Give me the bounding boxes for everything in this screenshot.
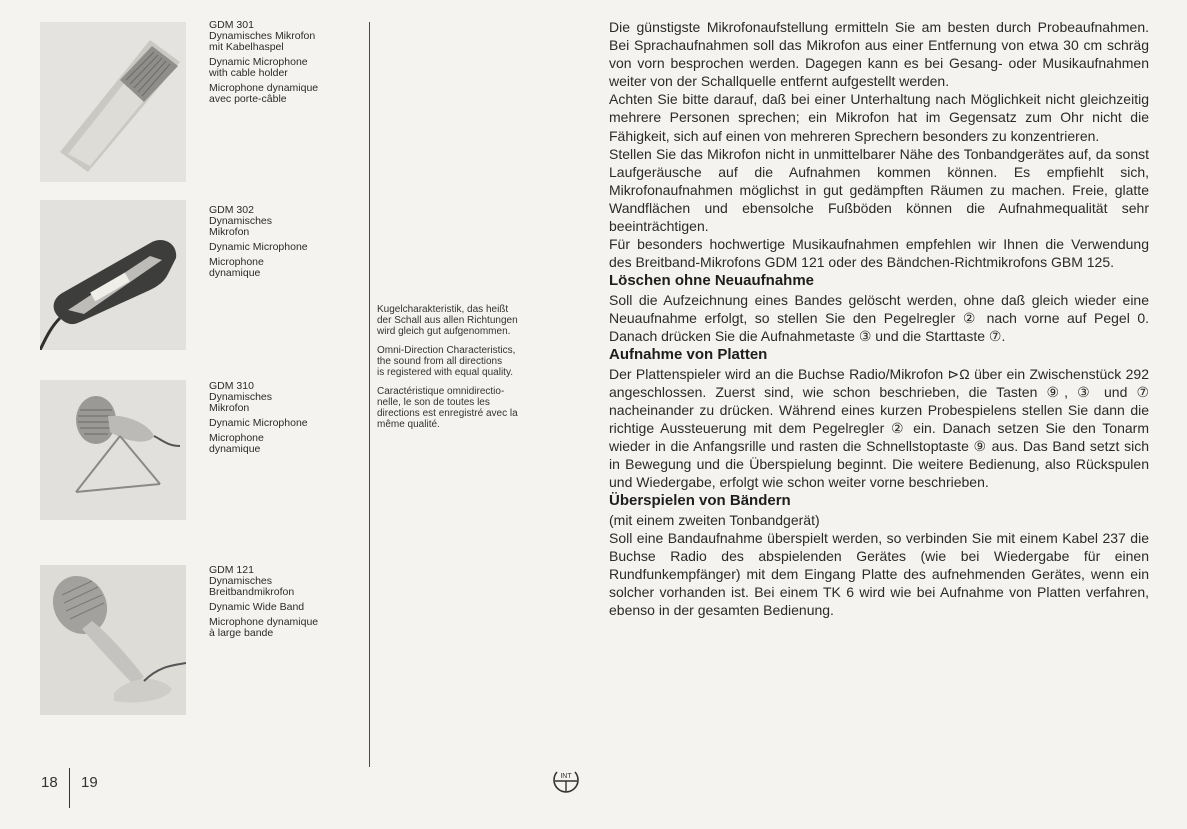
gdm-310-caption: [209, 381, 369, 455]
paragraph-recommendation: Für besonders hochwertige Musikaufnahmen empfehlen wir Ihnen die Verwendung des Breitband-Mikrofons GDM 121 oder des Bändchen-Richtmikrofons GBM 125.: [609, 236, 1149, 271]
paragraph-placement: Die günstigste Mikrofonaufstellung ermitteln Sie am besten durch Probeaufnahmen. Bei Sprachaufnahmen soll das Mikrofon aus einer Entfernung von etwa 30 cm schräg von vorn besprochen werden. Dagegen kann es bei Gesang- oder Musikaufnahmen weiter von der Schallquelle entfernt aufgestellt werden.: [609, 19, 1149, 90]
page-number-divider: [69, 768, 70, 808]
product-name-german: Dynamisches Mikrofon: [209, 215, 273, 238]
heading-erase: Löschen ohne Neuaufnahme: [609, 272, 815, 290]
heading-record-from-records: Aufnahme von Platten: [609, 346, 768, 364]
wide-band-microphone-illustration: [40, 565, 186, 715]
page-number-left: 18: [41, 774, 58, 791]
product-name-french: Microphone dynamique: [209, 432, 264, 455]
product-model: GDM 121: [209, 564, 254, 576]
product-model: GDM 301: [209, 19, 254, 31]
product-name-german: Dynamisches Mikrofon: [209, 391, 273, 414]
product-name-english: Dynamic Microphone: [209, 241, 308, 253]
gdm-121-photo: [40, 565, 186, 715]
product-name-french: Microphone dynamique: [209, 256, 264, 279]
product-name-english: Dynamic Microphone with cable holder: [209, 56, 308, 79]
product-name-french: Microphone dynamique à large bande: [209, 616, 319, 639]
gdm-301-photo: [40, 22, 186, 182]
product-name-english: Dynamic Wide Band: [209, 601, 305, 613]
gdm-310-photo: [40, 380, 186, 520]
paragraph-conversation: Achten Sie bitte darauf, daß bei einer Unterhaltung nach Möglichkeit nicht gleichzeitig mehrere Personen sprechen; ein Mikrofon hat im Gegensatz zum Ohr nicht die Fähigkeit, sich auf einen von mehreren Sprechern besonders zu konzentrieren.: [609, 91, 1149, 144]
int-logo-text: INT: [560, 773, 572, 780]
main-text-column: [609, 18, 1149, 619]
handheld-microphone-illustration: [40, 22, 186, 182]
product-name-english: Dynamic Microphone: [209, 417, 308, 429]
omni-direction-note: [377, 304, 587, 438]
gdm-302-photo: [40, 200, 186, 350]
paragraph-erase: Soll die Aufzeichnung eines Bandes gelöscht werden, ohne daß gleich wieder eine Neuaufnahme erfolgt, so stellen Sie den Pegelregler ② nach vorne auf Pegel 0. Danach drücken Sie die Aufnahmetaste ③ und die Starttaste ⑦.: [609, 291, 1149, 344]
product-name-german: Dynamisches Breitbandmikrofon: [209, 575, 295, 598]
note-english: Omni-Direction Characteristics, the sound from all directions is registered with equal quality.: [377, 345, 516, 378]
stand-microphone-illustration: [40, 380, 186, 520]
int-logo-icon: [551, 764, 581, 794]
paragraph-tape-copy: Soll eine Bandaufnahme überspielt werden, so verbinden Sie mit einem Kabel 237 die Buchse Radio des abspielenden Gerätes (wie bei Wiedergabe für einen Rundfunkempfänger) mit dem Eingang Platte des aufnehmenden Gerätes, wenn ein solcher vorhanden ist. Bei einem TK 6 wird wie bei Aufnahme von Platten verfahren, ebenso in der gesamten Bedienung.: [609, 529, 1149, 619]
product-model: GDM 302: [209, 204, 254, 216]
note-french: Caractéristique omnidirectio- nelle, le son de toutes les directions est enregistré avec la même qualité.: [377, 386, 518, 430]
column-divider: [369, 22, 370, 767]
gdm-121-caption: [209, 565, 369, 639]
product-name-german: Dynamisches Mikrofon mit Kabelhaspel: [209, 30, 316, 53]
product-model: GDM 310: [209, 380, 254, 392]
desk-microphone-illustration: [40, 200, 186, 350]
paragraph-noise: Stellen Sie das Mikrofon nicht in unmittelbarer Nähe des Tonbandgerätes auf, da sonst Laufgeräusche auf die Aufnahmen kommen können. Es empfiehlt sich, Mikrofonaufnahmen möglichst in gut gedämpften Räumen zu machen. Freie, glatte Wandflächen und ebensolche Fußböden können die Aufnahmequalität sehr beeinträchtigen.: [609, 145, 1149, 235]
gdm-301-caption: [209, 20, 369, 105]
product-name-french: Microphone dynamique avec porte-câble: [209, 82, 319, 105]
gdm-302-caption: [209, 205, 369, 279]
paragraph-tape-copy-subtitle: (mit einem zweiten Tonbandgerät): [609, 511, 820, 528]
page-number-right: 19: [81, 774, 98, 791]
note-german: Kugelcharakteristik, das heißt der Schall aus allen Richtungen wird gleich gut aufgenommen.: [377, 304, 518, 337]
heading-tape-copy: Überspielen von Bändern: [609, 492, 791, 510]
paragraph-record-from-records: Der Plattenspieler wird an die Buchse Radio/Mikrofon ⊳Ω über ein Zwischenstück 292 angeschlossen. Zuerst sind, wie schon beschrieben, die Tasten ⑨, ③ und ⑦ nacheinander zu drücken. Während eines kurzen Probespielens stellen Sie dann die richtige Aussteuerung mit dem Pegelregler ② ein. Danach setzen Sie den Tonarm wieder in die Anfangsrille und rasten die Schnellstoptaste ⑨ aus. Das Band setzt sich in Bewegung und die Überspielung beginnt. Die weitere Bedienung, also Rückspulen und Wiedergabe, erfolgt wie schon weiter vorne beschrieben.: [609, 365, 1149, 491]
